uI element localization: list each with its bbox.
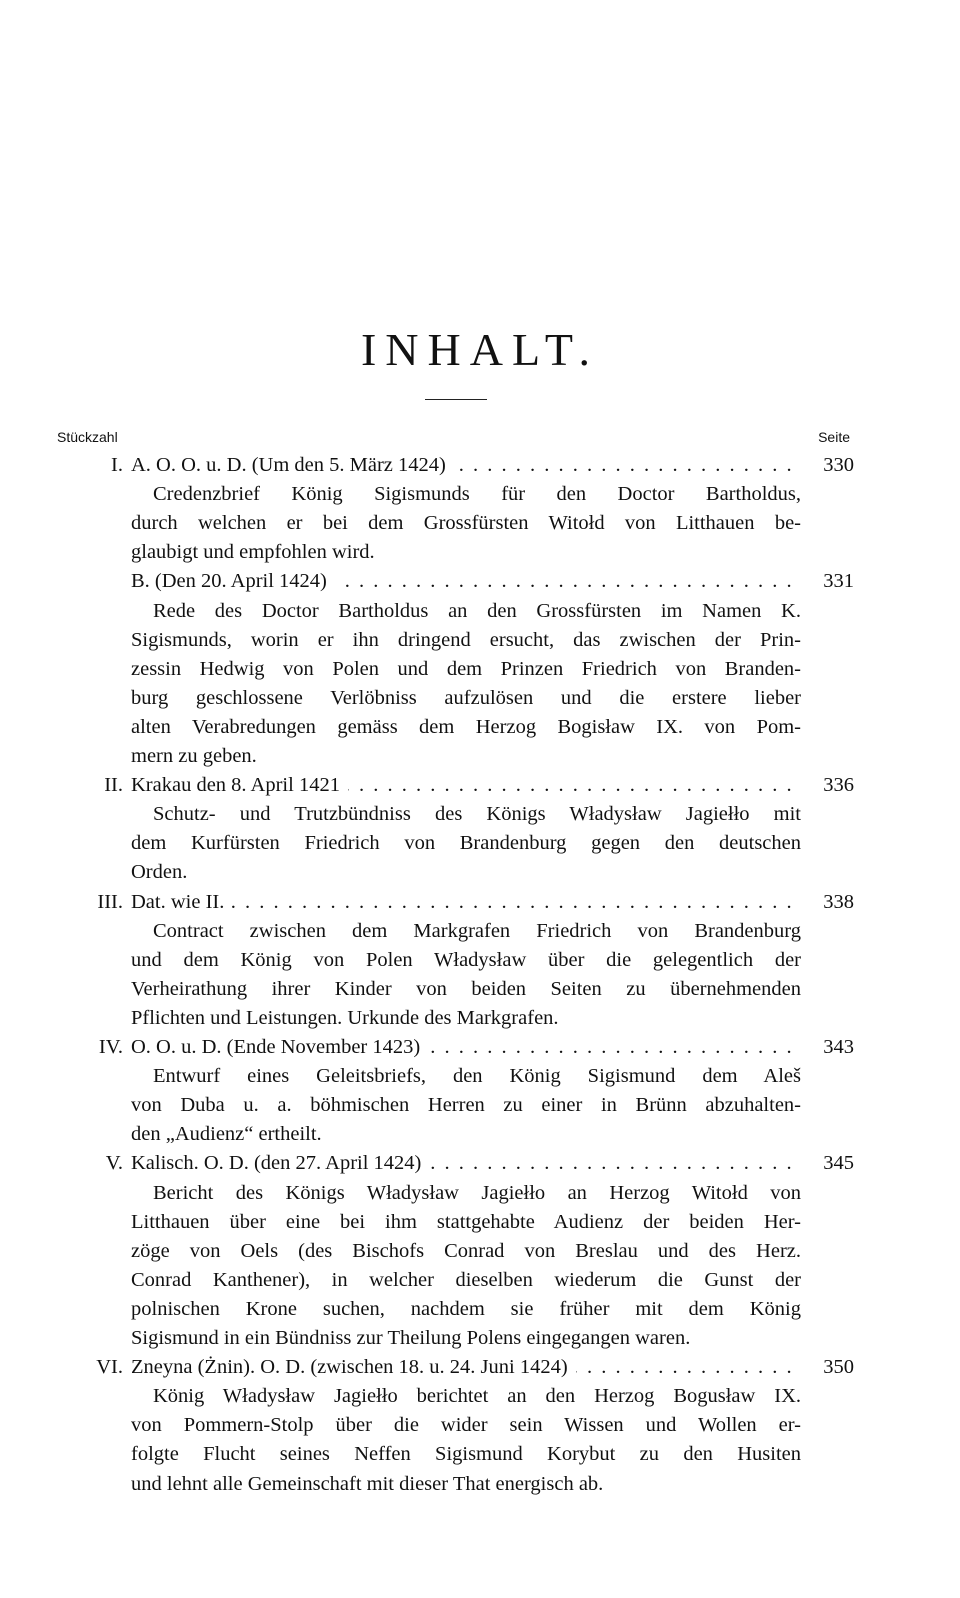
toc-entry-heading xyxy=(0,566,960,596)
entry-description-line: und lehnt alle Gemeinschaft mit dieser That energisch ab. xyxy=(131,1472,604,1495)
entry-heading-text: Krakau den 8. April 1421 xyxy=(131,774,348,796)
entry-description-line: polnischen Krone suchen, nachdem sie früher mit dem König xyxy=(131,1297,801,1320)
entry-number: VI. xyxy=(96,1356,123,1379)
entry-description-line: den „Audienz“ ertheilt. xyxy=(131,1123,322,1146)
entry-heading-text: Zneyna (Żnin). O. D. (zwischen 18. u. 24. Juni 1424) xyxy=(131,1356,576,1378)
entry-description-line: König Władysław Jagiełło berichtet an den Herzog Bogusław IX. xyxy=(153,1385,801,1408)
entry-heading xyxy=(131,887,795,917)
entry-heading xyxy=(131,770,795,800)
entry-heading-text: B. (Den 20. April 1424) xyxy=(131,570,335,592)
entry-description-line: Pflichten und Leistungen. Urkunde des Markgrafen. xyxy=(131,1006,559,1029)
entry-description-line: Credenzbrief König Sigismunds für den Doctor Bartholdus, xyxy=(153,483,801,506)
entry-heading-text: Kalisch. O. D. (den 27. April 1424) xyxy=(131,1152,429,1174)
toc-entry-heading xyxy=(0,450,960,480)
entry-description-line: Verheirathung ihrer Kinder von beiden Seiten zu übernehmenden xyxy=(131,977,801,1000)
entry-number: V. xyxy=(105,1152,123,1175)
entry-page-number: 338 xyxy=(823,890,854,913)
entry-number: II. xyxy=(104,774,123,797)
entry-description-line: Contract zwischen dem Markgrafen Friedrich von Brandenburg xyxy=(153,919,801,942)
entry-description-line: burg geschlossene Verlöbniss aufzulösen und die erstere lieber xyxy=(131,686,801,709)
entry-heading xyxy=(131,1148,795,1178)
entry-page-number: 343 xyxy=(823,1036,854,1058)
entry-description-line: Conrad Kanthener), in welcher dieselben wiederum die Gunst der xyxy=(131,1268,801,1291)
entry-heading-text: A. O. O. u. D. (Um den 5. März 1424) xyxy=(131,454,454,476)
entry-description-line: Sigismunds, worin er ihn dringend ersucht, das zwischen der Prin- xyxy=(131,628,801,651)
entry-description-line: Entwurf eines Geleitsbriefs, den König Sigismund dem Aleš xyxy=(153,1065,801,1088)
entry-description-line: Sigismund in ein Bündniss zur Theilung Polens eingegangen waren. xyxy=(131,1327,691,1349)
entry-description-line: und dem König von Polen Władysław über die gelegentlich der xyxy=(131,948,801,971)
entry-description-line: alten Verabredungen gemäss dem Herzog Bogisław IX. von Pom- xyxy=(131,715,801,738)
toc-entry-heading xyxy=(0,887,960,917)
entry-description-line: Rede des Doctor Bartholdus an den Grossfürsten im Namen K. xyxy=(153,599,801,622)
entry-description-line: Orden. xyxy=(131,861,188,884)
entry-number: IV. xyxy=(98,1036,123,1058)
entry-description-line: Schutz- und Trutzbündniss des Königs Władysław Jagiełło mit xyxy=(153,803,801,826)
entry-heading xyxy=(131,450,795,480)
entry-page-number: 330 xyxy=(823,454,854,476)
entry-heading xyxy=(131,566,795,596)
entry-page-number: 336 xyxy=(823,774,854,797)
entry-description-line: von Pommern-Stolp über die wider sein Wissen und Wollen er- xyxy=(131,1414,801,1437)
toc-entry-heading xyxy=(0,770,960,800)
entry-description-line: durch welchen er bei dem Grossfürsten Witołd von Litthauen be- xyxy=(131,512,801,535)
entry-description-line: von Duba u. a. böhmischen Herren zu einer in Brünn abzuhalten- xyxy=(131,1094,801,1117)
entry-page-number: 345 xyxy=(823,1152,854,1175)
entry-page-number: 350 xyxy=(823,1356,854,1379)
toc-entry-heading xyxy=(0,1032,960,1062)
page-title: INHALT. xyxy=(360,324,600,375)
entry-heading xyxy=(131,1032,795,1062)
entry-number: I. xyxy=(111,454,123,476)
title-rule xyxy=(425,399,487,400)
entry-heading-text: Dat. wie II. xyxy=(131,891,232,913)
entry-heading xyxy=(131,1352,795,1382)
entry-number: III. xyxy=(97,890,123,913)
column-header-left: Stückzahl xyxy=(57,429,118,445)
entry-heading-text: O. O. u. D. (Ende November 1423) xyxy=(131,1036,428,1058)
entry-description-line: dem Kurfürsten Friedrich von Brandenburg gegen den deutschen xyxy=(131,832,801,855)
toc-entry-heading xyxy=(0,1148,960,1178)
entry-description-line: Litthauen über eine bei ihm stattgehabte Audienz der beiden Her- xyxy=(131,1210,801,1233)
entry-description-line: zöge von Oels (des Bischofs Conrad von Breslau und des Herz. xyxy=(131,1239,801,1262)
entry-description-line: zessin Hedwig von Polen und dem Prinzen Friedrich von Branden- xyxy=(131,657,801,680)
entry-page-number: 331 xyxy=(823,570,854,593)
entry-description-line: folgte Flucht seines Neffen Sigismund Korybut zu den Husiten xyxy=(131,1443,801,1466)
toc-entry-heading xyxy=(0,1352,960,1382)
entry-description-line: mern zu geben. xyxy=(131,745,257,767)
column-header-right: Seite xyxy=(818,429,850,445)
entry-description-line: Bericht des Königs Władysław Jagiełło an Herzog Witołd von xyxy=(153,1181,801,1204)
entry-description-line: glaubigt und empfohlen wird. xyxy=(131,541,375,564)
